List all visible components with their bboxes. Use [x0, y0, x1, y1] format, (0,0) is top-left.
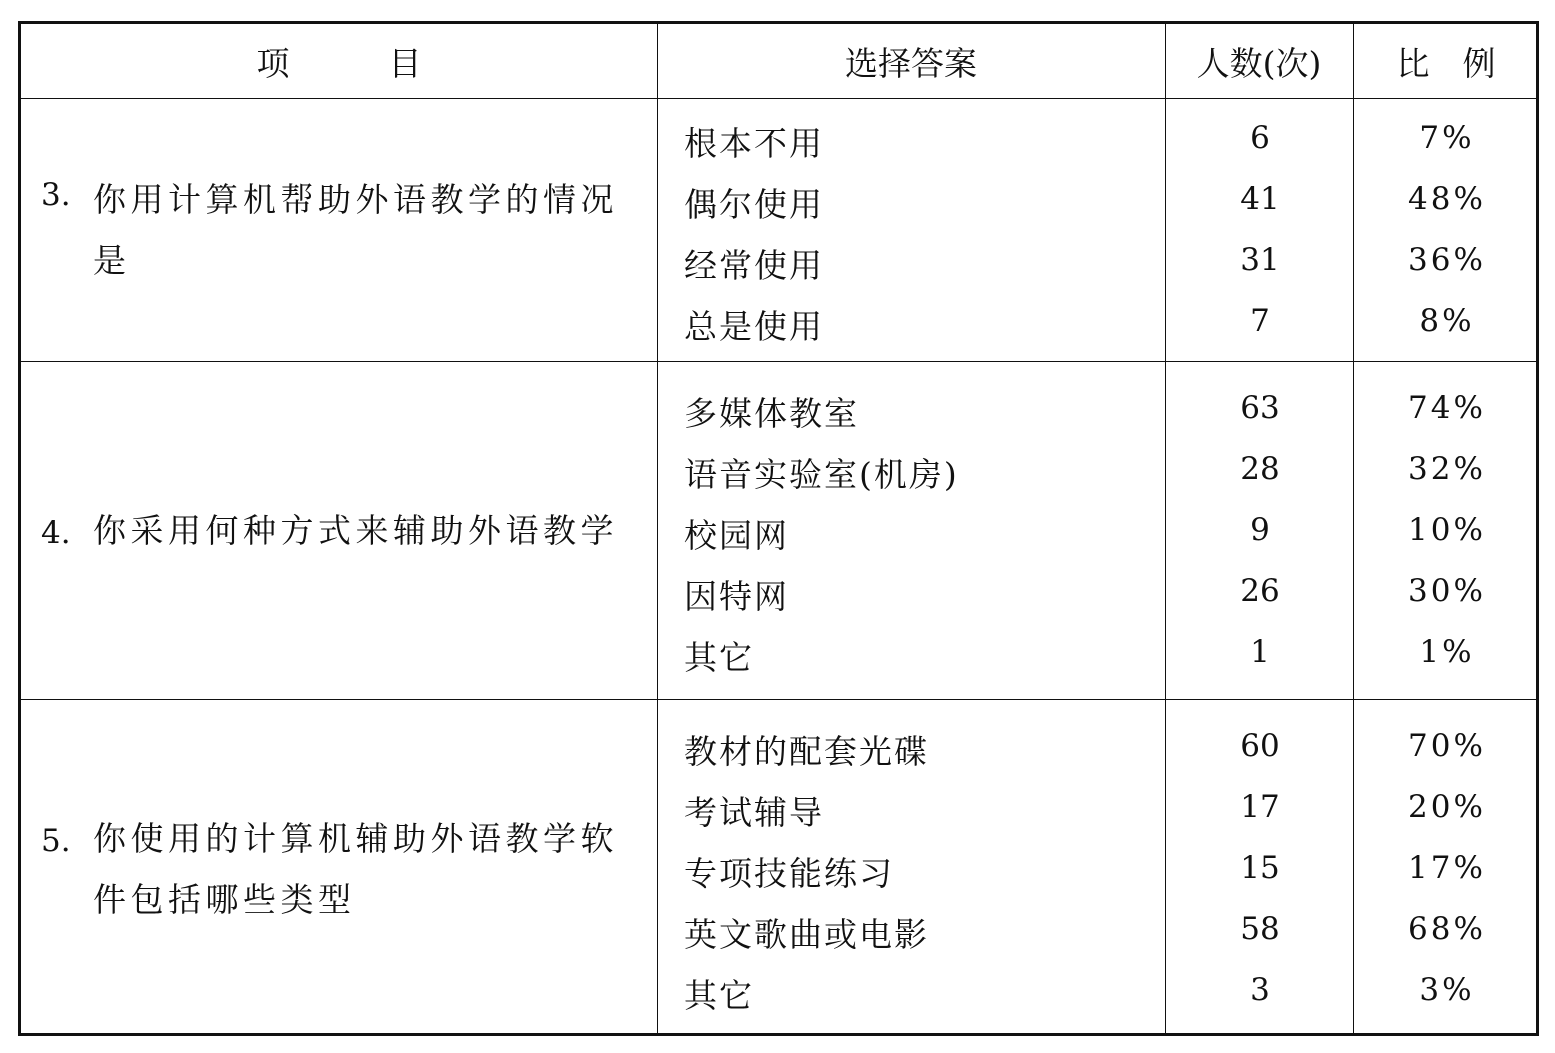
answer-option: 考试辅导 — [684, 793, 824, 832]
answer-count: 60 — [1240, 728, 1280, 764]
answer-count: 7 — [1250, 303, 1270, 339]
row-divider — [21, 361, 1536, 362]
answer-count: 63 — [1240, 390, 1280, 426]
answer-ratio: 8% — [1419, 303, 1475, 339]
answer-option: 因特网 — [684, 577, 789, 616]
answer-option: 其它 — [684, 638, 754, 677]
answer-count: 58 — [1240, 911, 1280, 947]
answer-option: 教材的配套光碟 — [684, 732, 929, 771]
answer-ratio: 68% — [1408, 911, 1486, 947]
answer-option: 偶尔使用 — [684, 185, 824, 224]
answer-count: 26 — [1240, 573, 1280, 609]
question-text: 你采用何种方式来辅助外语教学 — [93, 511, 618, 550]
question-number: 3. — [41, 177, 71, 213]
question-number: 5. — [41, 823, 71, 859]
header-item: 项 目 — [256, 44, 422, 83]
answer-option: 语音实验室(机房) — [684, 455, 959, 494]
answer-ratio: 7% — [1419, 120, 1475, 156]
answer-count: 31 — [1240, 242, 1280, 278]
answer-count: 1 — [1250, 634, 1270, 670]
answer-count: 17 — [1240, 789, 1280, 825]
header-count: 人数(次) — [1196, 44, 1322, 83]
answer-option: 英文歌曲或电影 — [684, 915, 929, 954]
answer-ratio: 70% — [1408, 728, 1486, 764]
answer-count: 41 — [1240, 181, 1280, 217]
answer-ratio: 36% — [1408, 242, 1486, 278]
answer-count: 3 — [1250, 972, 1270, 1008]
question-number: 4. — [41, 515, 71, 551]
answer-count: 28 — [1240, 451, 1280, 487]
answer-ratio: 17% — [1408, 850, 1486, 886]
survey-table — [18, 21, 1539, 1036]
answer-option: 经常使用 — [684, 246, 824, 285]
answer-ratio: 30% — [1408, 573, 1486, 609]
row-divider — [21, 699, 1536, 700]
answer-ratio: 1% — [1419, 634, 1475, 670]
answer-ratio: 32% — [1408, 451, 1486, 487]
column-divider — [657, 24, 658, 1033]
answer-ratio: 3% — [1419, 972, 1475, 1008]
question-text: 你用计算机帮助外语教学的情况是 — [93, 180, 618, 280]
answer-count: 15 — [1240, 850, 1280, 886]
answer-option: 总是使用 — [684, 307, 824, 346]
answer-ratio: 10% — [1408, 512, 1486, 548]
answer-option: 根本不用 — [684, 124, 824, 163]
answer-ratio: 48% — [1408, 181, 1486, 217]
header-ratio: 比 例 — [1396, 44, 1496, 83]
answer-option: 其它 — [684, 976, 754, 1015]
answer-count: 9 — [1250, 512, 1270, 548]
answer-ratio: 20% — [1408, 789, 1486, 825]
answer-option: 多媒体教室 — [684, 394, 859, 433]
header-answer: 选择答案 — [845, 44, 977, 83]
answer-count: 6 — [1250, 120, 1270, 156]
question-text: 你使用的计算机辅助外语教学软件包括哪些类型 — [93, 819, 618, 919]
answer-option: 校园网 — [684, 516, 789, 555]
answer-ratio: 74% — [1408, 390, 1486, 426]
answer-option: 专项技能练习 — [684, 854, 894, 893]
